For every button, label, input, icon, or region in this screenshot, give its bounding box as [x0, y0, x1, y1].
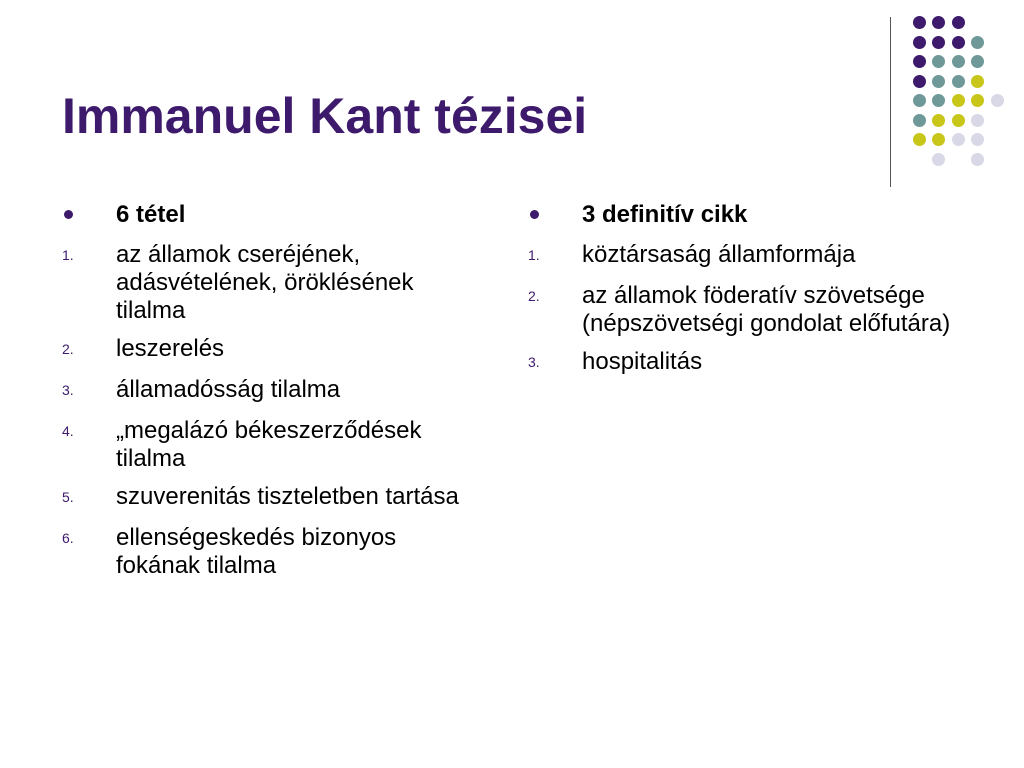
decoration-dot — [932, 133, 945, 146]
list-item — [62, 238, 502, 325]
left-heading-item — [62, 198, 502, 232]
decoration-dot — [932, 94, 945, 107]
decoration-dot — [971, 114, 984, 127]
right-heading-item — [528, 198, 968, 232]
list-item — [62, 521, 502, 580]
decoration-dot — [932, 75, 945, 88]
left-heading: 6 tétel — [116, 201, 186, 228]
list-text: köztársaság államformája — [582, 241, 856, 268]
slide-title: Immanuel Kant tézisei — [62, 88, 588, 144]
decoration-dot — [991, 94, 1004, 107]
decoration-dot — [932, 36, 945, 49]
decoration-dot — [952, 94, 965, 107]
list-number: 4. — [62, 423, 74, 439]
decoration-dot — [971, 94, 984, 107]
decoration-dot — [952, 114, 965, 127]
list-number: 1. — [528, 247, 540, 263]
list-text: „megalázó békeszerződések tilalma — [116, 417, 422, 472]
decoration-dot — [913, 133, 926, 146]
decoration-dot — [952, 55, 965, 68]
decoration-dot — [913, 114, 926, 127]
decoration-divider — [890, 17, 891, 187]
left-numbered-list — [62, 238, 502, 580]
decoration-dot — [971, 133, 984, 146]
right-heading: 3 definitív cikk — [582, 201, 748, 228]
list-number: 3. — [62, 382, 74, 398]
list-text: leszerelés — [116, 335, 225, 362]
decoration-dot — [952, 133, 965, 146]
decoration-dot — [952, 16, 965, 29]
decoration-dot — [971, 36, 984, 49]
list-number: 6. — [62, 530, 74, 546]
list-number: 3. — [528, 354, 540, 370]
decoration-dot — [971, 153, 984, 166]
list-number: 2. — [62, 341, 74, 357]
right-numbered-list — [528, 238, 968, 379]
decoration-dot — [932, 55, 945, 68]
decoration-dot — [913, 94, 926, 107]
list-item — [62, 480, 502, 514]
list-text: ellenségeskedés bizonyos fokának tilalma — [116, 524, 397, 579]
left-column — [62, 198, 502, 587]
decoration-dot — [932, 16, 945, 29]
list-number: 5. — [62, 489, 74, 505]
list-item — [62, 414, 502, 473]
list-text: hospitalitás — [582, 348, 703, 375]
decoration-dot — [932, 153, 945, 166]
list-text: államadósság tilalma — [116, 376, 341, 403]
decoration-dot — [913, 16, 926, 29]
bullet-icon — [528, 198, 582, 232]
list-item — [62, 332, 502, 366]
right-column — [528, 198, 968, 386]
list-text: szuverenitás tiszteletben tartása — [116, 483, 459, 510]
decoration-dot — [971, 55, 984, 68]
list-text: az államok föderatív szövetsége (népszövetségi gondolat előfutára) — [582, 282, 951, 337]
decoration-dot — [971, 75, 984, 88]
decoration-dot — [932, 114, 945, 127]
list-number: 2. — [528, 288, 540, 304]
list-item — [528, 345, 968, 379]
decoration-dot — [913, 75, 926, 88]
decoration-dot — [913, 36, 926, 49]
list-item — [528, 238, 968, 272]
list-text: az államok cseréjének, adásvételének, öröklésének tilalma — [116, 241, 414, 324]
decoration-dot — [913, 55, 926, 68]
bullet-icon — [62, 198, 116, 232]
decoration-dot — [952, 75, 965, 88]
list-number: 1. — [62, 247, 74, 263]
list-item — [62, 373, 502, 407]
list-item — [528, 279, 968, 338]
decoration-dot — [952, 36, 965, 49]
